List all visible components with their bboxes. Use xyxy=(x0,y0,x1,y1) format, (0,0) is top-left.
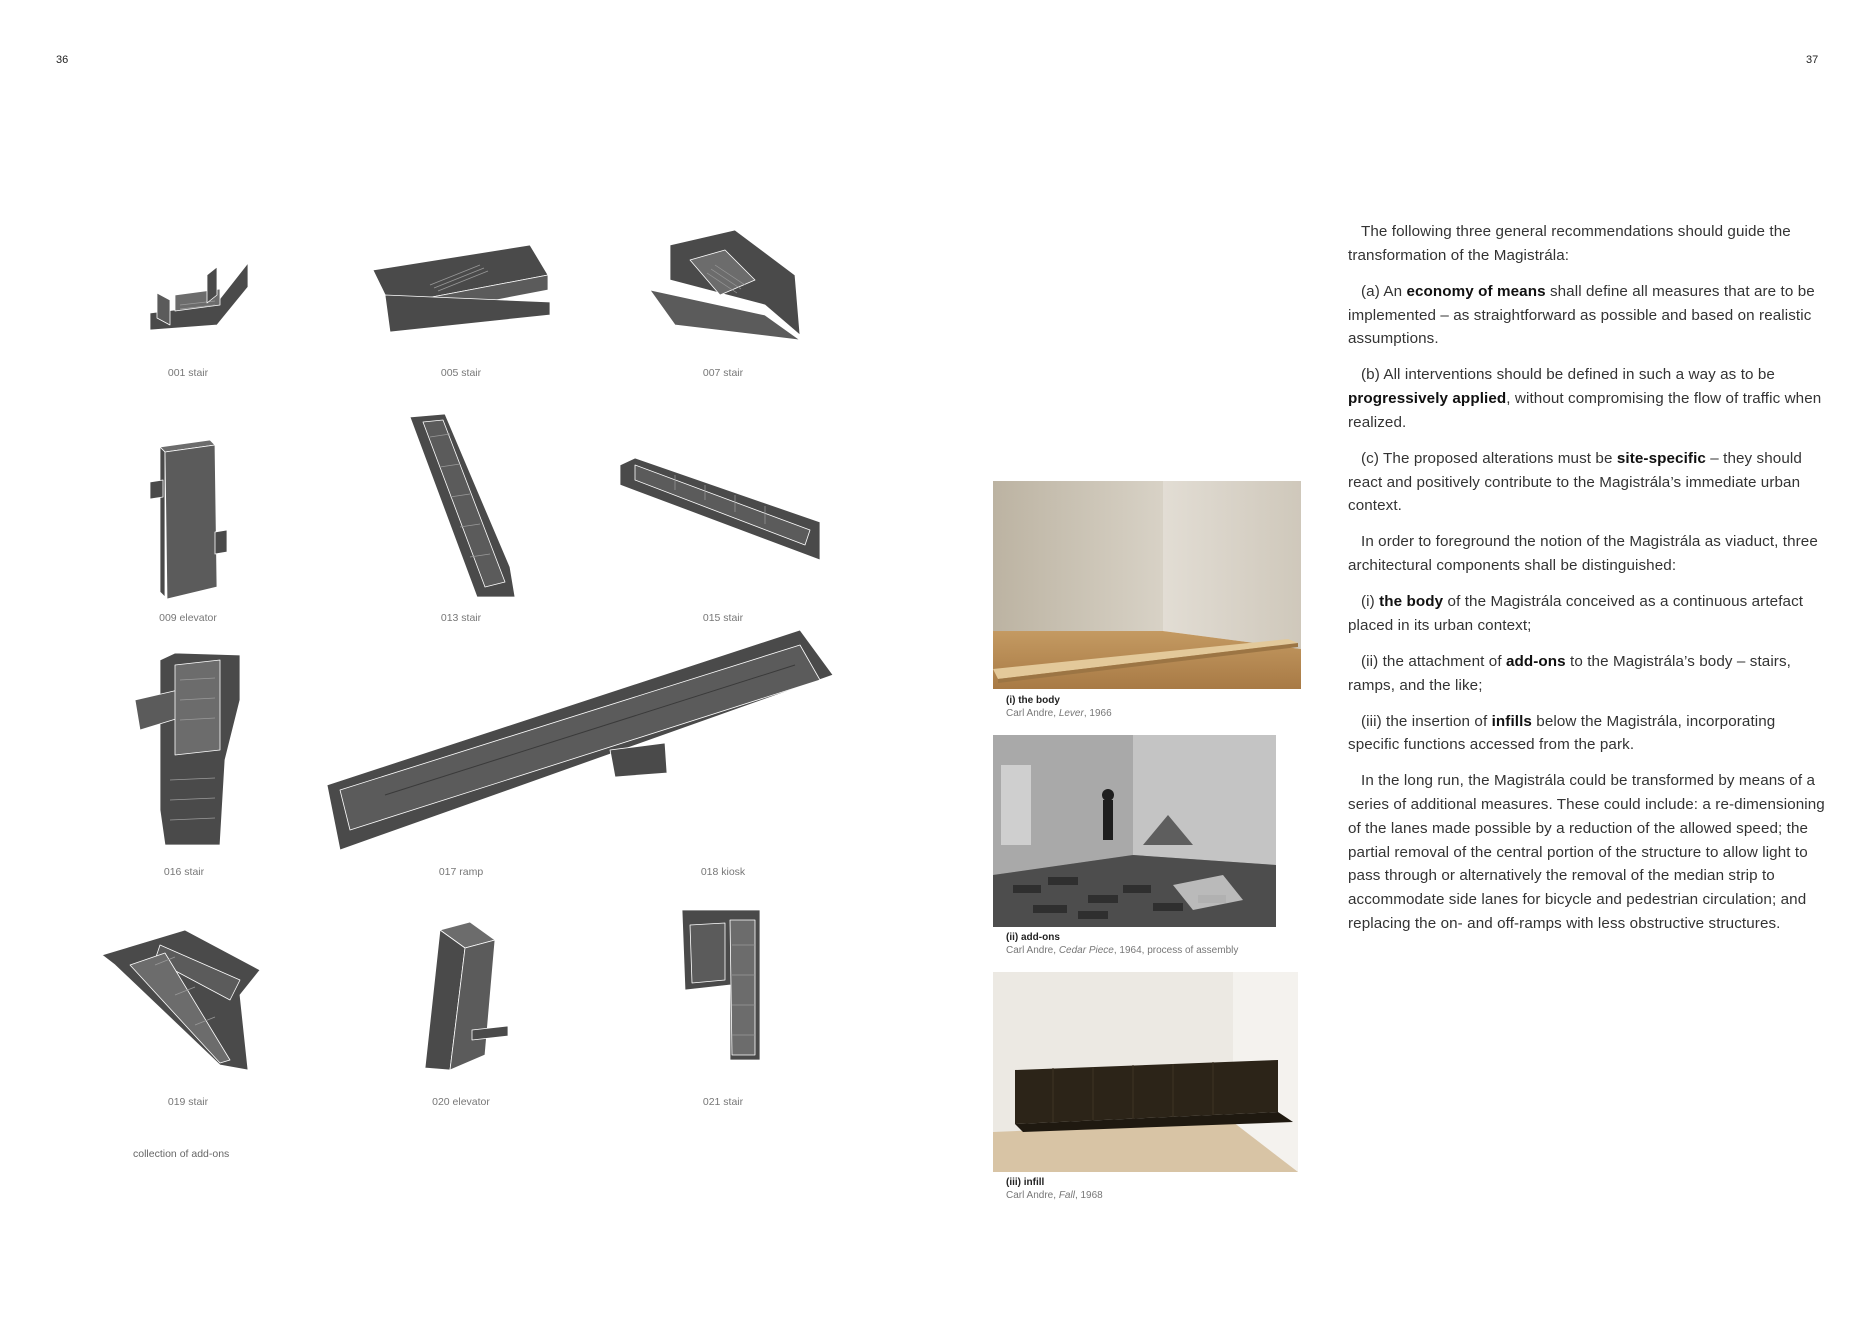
addon-007-stair xyxy=(645,225,805,350)
credit-artist: Carl Andre, xyxy=(1006,708,1059,719)
photo-caption-infill xyxy=(1006,1176,1103,1202)
paragraph-intro: The following three general recommendations should guide the transformation of the Magistrála: xyxy=(1348,223,1791,264)
emphasis-infills: infills xyxy=(1491,712,1532,730)
addon-label-016: 016 stair xyxy=(163,866,205,878)
paragraph-c xyxy=(1348,447,1828,518)
paragraph-a xyxy=(1348,280,1828,351)
addon-013-stair xyxy=(405,412,525,602)
addon-015-stair xyxy=(615,450,825,565)
text-run: (a) An xyxy=(1361,282,1407,300)
credit-artist: Carl Andre, xyxy=(1006,945,1059,956)
emphasis-progressively-applied: progressively applied xyxy=(1348,390,1507,407)
photo-the-body xyxy=(993,481,1301,689)
photo-cedar-piece-image xyxy=(993,735,1276,927)
addon-label-017: 017 ramp xyxy=(438,866,484,878)
text-run: (b) All interventions should be defined in such a way as to be xyxy=(1361,366,1775,384)
addon-017-ramp xyxy=(325,625,835,855)
stair-drawing-005 xyxy=(370,240,555,335)
text-run: (c) The proposed alterations must be xyxy=(1361,449,1617,467)
elevator-drawing-009 xyxy=(145,437,230,602)
photo-caption-add-ons xyxy=(1006,931,1238,957)
credit-work: Cedar Piece xyxy=(1058,945,1114,956)
addon-label-013: 013 stair xyxy=(440,612,482,624)
addon-label-021: 021 stair xyxy=(702,1096,744,1108)
text-run: (i) xyxy=(1361,593,1380,611)
photo-add-ons xyxy=(993,735,1276,927)
stair-drawing-021 xyxy=(680,905,770,1065)
page-number-left: 36 xyxy=(56,54,69,66)
credit-artist: Carl Andre, xyxy=(1006,1190,1059,1201)
ramp-drawing-017 xyxy=(325,625,835,855)
collection-caption: collection of add-ons xyxy=(133,1148,230,1160)
addon-label-020: 020 elevator xyxy=(432,1096,490,1108)
text-run: shall define all measures that are to be implemented – as straightforward as possible and based on realistic assumptions. xyxy=(1348,282,1815,348)
paragraph-foreground: In order to foreground the notion of the Magistrála as viaduct, three architectural components shall be distinguished: xyxy=(1348,533,1818,574)
addon-020-elevator xyxy=(420,920,515,1075)
credit-year: , 1964, process of assembly xyxy=(1113,945,1239,956)
page-number-right: 37 xyxy=(1806,54,1819,66)
photo-title-infill: (iii) infill xyxy=(1006,1177,1045,1188)
credit-year: , 1968 xyxy=(1074,1190,1103,1201)
addon-label-005: 005 stair xyxy=(440,367,482,379)
text-run: to the Magistrála’s body – stairs, ramps, and the like; xyxy=(1348,652,1791,694)
paragraph-ii xyxy=(1348,650,1828,697)
addon-label-007: 007 stair xyxy=(702,367,744,379)
addon-label-018: 018 kiosk xyxy=(700,866,746,878)
text-run: (ii) the attachment of xyxy=(1361,652,1506,670)
photo-fall-image xyxy=(993,972,1298,1172)
text-run: (iii) the insertion of xyxy=(1361,712,1492,730)
photo-title-add-ons: (ii) add-ons xyxy=(1006,932,1060,943)
text-run: – they should react and positively contribute to the Magistrála’s immediate urban context. xyxy=(1348,449,1802,515)
addon-019-stair xyxy=(100,925,265,1075)
text-run: below the Magistrála, incorporating specific functions accessed from the park. xyxy=(1348,712,1776,754)
photo-title-the-body: (i) the body xyxy=(1006,695,1060,706)
credit-work: Fall xyxy=(1058,1190,1075,1201)
photo-credit-add-ons xyxy=(1006,944,1238,957)
photo-infill xyxy=(993,972,1298,1172)
addon-005-stair xyxy=(370,240,555,335)
addon-021-stair xyxy=(680,905,770,1065)
photo-credit-the-body xyxy=(1006,707,1112,720)
elevator-drawing-020 xyxy=(420,920,515,1075)
stair-drawing-001 xyxy=(145,255,255,335)
addon-009-elevator xyxy=(145,437,230,602)
photo-credit-infill xyxy=(1006,1189,1103,1202)
emphasis-site-specific: site-specific xyxy=(1616,449,1706,467)
stair-drawing-013 xyxy=(405,412,525,602)
credit-year: , 1966 xyxy=(1083,708,1112,719)
paragraph-i xyxy=(1348,590,1828,637)
stair-drawing-015 xyxy=(615,450,825,565)
paragraph-long-run: In the long run, the Magistrála could be transformed by means of a series of additional measures. These could include: a re-dimensioning of the lanes made possible by a reduction of the allowed speed; the partial removal of the central portion of the structure to allow light to pass through or alternatively the removal of the median strip to accommodate side lanes for bicycle and pedestrian circulation; and replacing the on- and off-ramps with less obstructive structures. xyxy=(1348,772,1825,932)
emphasis-the-body: the body xyxy=(1379,593,1444,611)
body-text-column xyxy=(1348,220,1828,948)
credit-work: Lever xyxy=(1058,708,1084,719)
paragraph-iii xyxy=(1348,710,1828,757)
emphasis-economy-of-means: economy of means xyxy=(1406,282,1546,300)
photo-lever-image xyxy=(993,481,1301,689)
addon-001-stair xyxy=(145,255,255,335)
paragraph-b xyxy=(1348,363,1828,434)
stair-drawing-007 xyxy=(645,225,805,350)
photo-caption-the-body xyxy=(1006,694,1112,720)
addon-016-stair xyxy=(130,650,245,850)
text-run: of the Magistrála conceived as a continuous artefact placed in its urban context; xyxy=(1348,593,1804,634)
addon-label-001: 001 stair xyxy=(167,367,209,379)
emphasis-add-ons: add-ons xyxy=(1505,652,1566,670)
text-run: , without compromising the flow of traffic when realized. xyxy=(1348,390,1822,431)
addon-label-015: 015 stair xyxy=(702,612,744,624)
addon-label-009: 009 elevator xyxy=(159,612,217,624)
stair-drawing-016 xyxy=(130,650,245,850)
stair-drawing-019 xyxy=(100,925,265,1075)
addon-label-019: 019 stair xyxy=(167,1096,209,1108)
